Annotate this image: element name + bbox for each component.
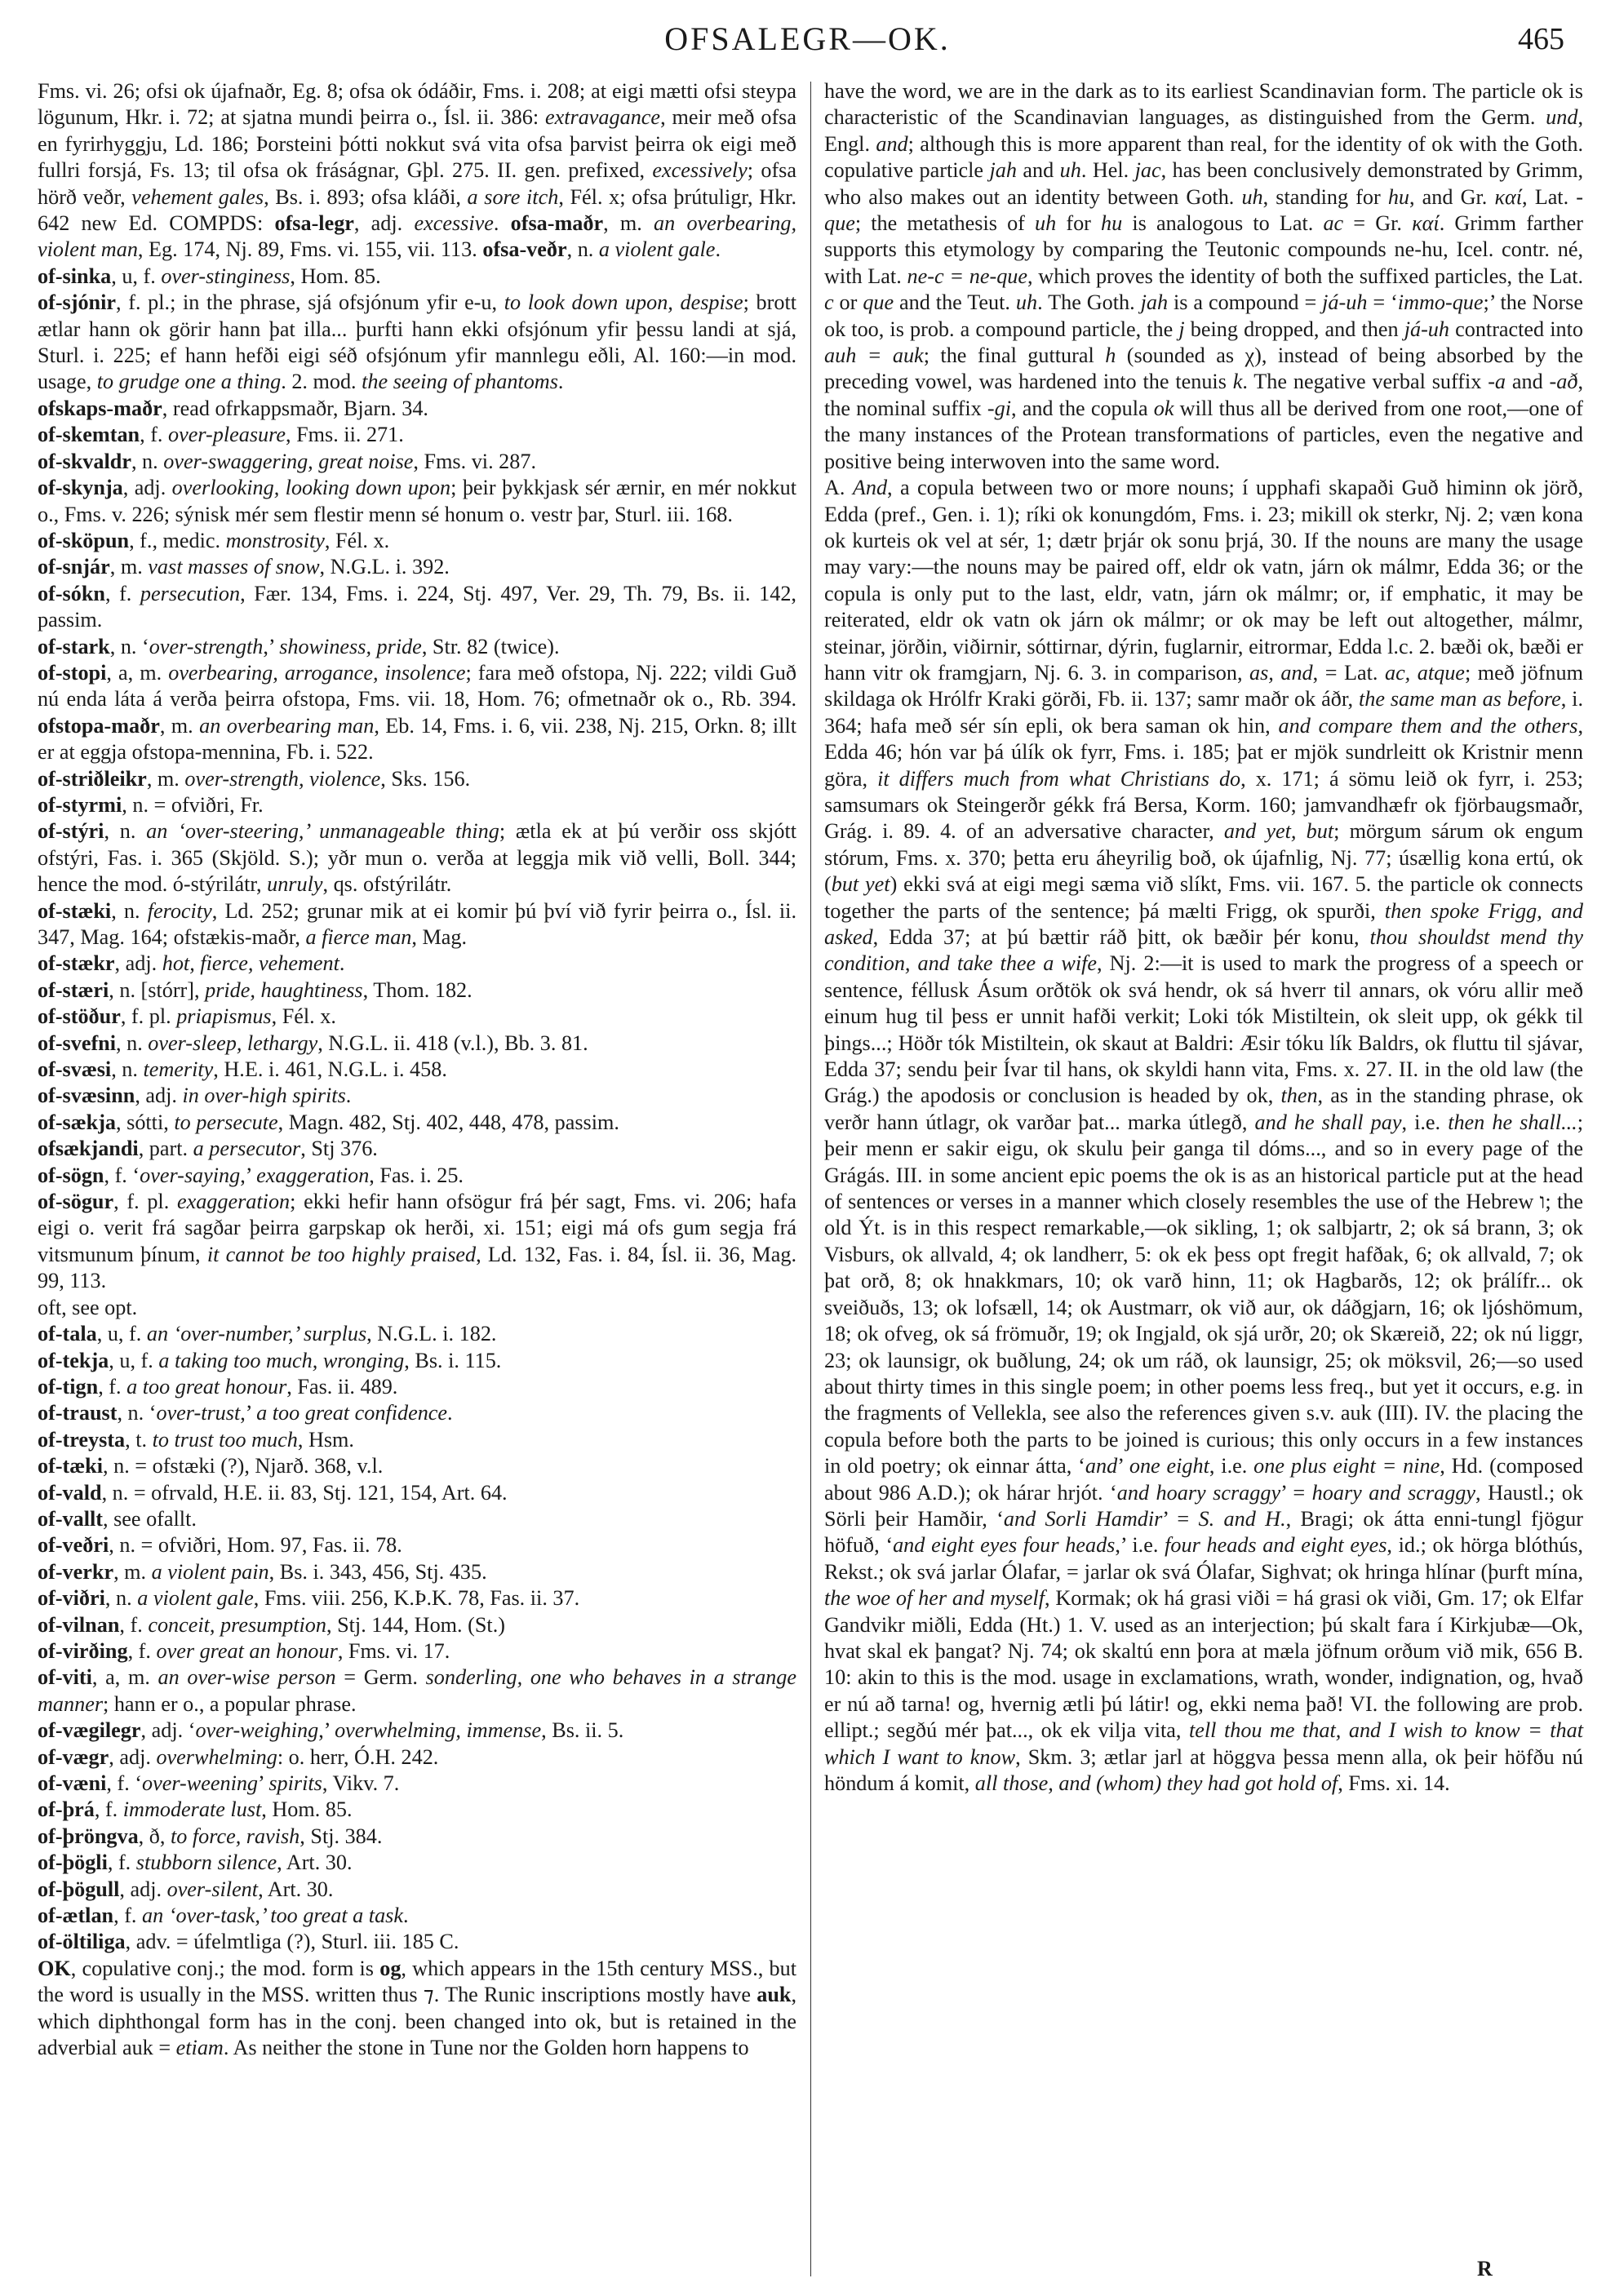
gloss: showiness, pride: [279, 634, 422, 658]
gloss: uh: [1015, 290, 1038, 315]
left-column-entry: of-væni, f. ‘over-weening’ spirits, Vikv. 7.: [38, 1771, 400, 1795]
headword: of-stopi: [38, 660, 107, 685]
gloss: overwhelming: [156, 1744, 277, 1769]
left-column-entry: of-skynja, adj. overlooking, looking down upon; þeir þykkjask sér ærnir, en mér nokkut o., Fms. v. 226; sýnisk mér sem flestir menn sé honum o. vestr þar, Sturl. iii. 168.: [38, 476, 796, 526]
gloss: over-swaggering, great noise: [163, 449, 414, 473]
left-column-entry: of-skemtan, f. over-pleasure, Fms. ii. 271.: [38, 423, 404, 447]
left-column-entry: of-verkr, m. a violent pain, Bs. i. 343, 456, Stj. 435.: [38, 1559, 487, 1584]
headword: of-vallt: [38, 1506, 103, 1531]
left-column-entry: ofskaps-maðr, read ofrkappsmaðr, Bjarn. 34.: [38, 396, 428, 420]
gloss: exaggeration: [176, 1190, 291, 1214]
gloss: conceit, presumption: [148, 1612, 326, 1637]
headword: of-vægilegr: [38, 1718, 141, 1743]
gloss: a fierce man: [305, 925, 412, 949]
left-column-entry: of-tign, f. a too great honour, Fas. ii. 489.: [38, 1374, 398, 1398]
headword: of-sókn: [38, 581, 105, 605]
gloss: over-stinginess: [161, 264, 291, 288]
left-column-entry: of-sinka, u, f. over-stinginess, Hom. 85.: [38, 264, 381, 288]
left-column-entry: oft, see opt.: [38, 1295, 138, 1319]
left-column-entry: of-viti, a, m. an over-wise person = Germ. sonderling, one who behaves in a strange manner; hann er o., a popular phrase.: [38, 1665, 796, 1716]
gloss: καί: [1412, 211, 1440, 236]
headword: ofsækjandi: [38, 1137, 139, 1161]
headword: ofsa-maðr: [510, 211, 604, 236]
gloss: tell thou me that, and I wish to know = that which I want to know: [824, 1718, 1583, 1769]
gloss: stubborn silence: [135, 1851, 277, 1875]
gloss: etiam: [175, 2036, 224, 2060]
gloss: in over-high spirits: [182, 1084, 346, 1108]
left-column-entry: of-stæri, n. [stórr], pride, haughtiness, Thom. 182.: [38, 977, 473, 1002]
left-column-entry: of-vægilegr, adj. ‘over-weighing,’ overwhelming, immense, Bs. ii. 5.: [38, 1718, 624, 1743]
headword: of-skemtan: [38, 423, 140, 447]
gloss: hu: [1101, 211, 1123, 236]
headword: of-sinka: [38, 264, 112, 288]
headword: of-stækr: [38, 951, 115, 976]
gloss: over-saying: [140, 1163, 241, 1187]
gloss: an ‘over-number,’ surplus: [146, 1322, 367, 1346]
gloss: an overbearing, violent man: [38, 211, 797, 262]
gloss: jah: [989, 158, 1017, 183]
left-column-entry: of-öltiliga, adv. = úfelmtliga (?), Sturl. iii. 185 C.: [38, 1930, 459, 1954]
page-number: 465: [1518, 22, 1564, 56]
headword: of-traust: [38, 1401, 118, 1425]
left-column-entry: of-styrmi, n. = ofviðri, Fr.: [38, 792, 264, 817]
gloss: but yet: [831, 872, 890, 897]
left-column-entry: of-striðleikr, m. over-strength, violence, Sks. 156.: [38, 766, 471, 791]
gloss: ok: [1153, 396, 1174, 420]
left-column-entry: of-traust, n. ‘over-trust,’ a too great confidence.: [38, 1401, 453, 1425]
headword: of-vald: [38, 1480, 102, 1505]
headword: of-viti: [38, 1665, 92, 1690]
headword: ofsa-veðr: [482, 237, 567, 262]
gloss: over-trust: [156, 1401, 241, 1425]
headword: of-verkr: [38, 1559, 114, 1584]
left-column-entry: of-stýri, n. an ‘over-steering,’ unmanageable thing; ætla ek at þú verðir oss skjótt ofstýri, Fas. i. 365 (Skjöld. S.); yðr mun o. verða at leggja mik við velli, Boll. 344; hence the mod. ó-stýrilátr, unruly, qs. ofstýrilátr.: [38, 819, 797, 897]
headword: of-tign: [38, 1374, 99, 1398]
gloss: and: [1085, 1454, 1118, 1478]
gloss: h: [1105, 344, 1116, 368]
left-column-entry: of-sjónir, f. pl.; in the phrase, sjá ofsjónum yfir e-u, to look down upon, despise; brott ætlar hann ok görir hann þat illa... þurfti hann ekki ofsjónum yfir þessu landi at sjá, Sturl. i. 225; ef hann hefði eigi séð ofsjónum yfir mannlegu eðli, Al. 160:—in mod. usage, to grudge one a thing. 2. mod. the seeing of phantoms.: [38, 290, 796, 394]
gloss: and compare them and the others: [1278, 713, 1578, 738]
gloss: over-silent: [166, 1877, 259, 1901]
gloss: over-weening: [142, 1771, 259, 1795]
gloss: and hoary scraggy: [1116, 1480, 1281, 1505]
gloss: a persecutor: [193, 1137, 301, 1161]
left-column-entry: of-sköpun, f., medic. monstrosity, Fél. x.: [38, 528, 390, 552]
headword: of-stöður: [38, 1004, 121, 1029]
left-column-entry: of-sækja, sótti, to persecute, Magn. 482, Stj. 402, 448, 478, passim.: [38, 1110, 619, 1134]
left-column-entry: of-tala, u, f. an ‘over-number,’ surplus, N.G.L. i. 182.: [38, 1322, 497, 1346]
gloss: uh: [1059, 158, 1081, 183]
headword: of-tala: [38, 1322, 97, 1346]
gloss: thou shouldst mend thy condition, and take thee a wife: [824, 925, 1583, 976]
headword: of-stark: [38, 634, 110, 658]
left-column-entry: of-vilnan, f. conceit, presumption, Stj. 144, Hom. (St.): [38, 1612, 505, 1637]
left-column-entry: of-skvaldr, n. over-swaggering, great noise, Fms. vi. 287.: [38, 449, 537, 473]
left-column-entry: of-stopi, a, m. overbearing, arrogance, insolence; fara með ofstopa, Nj. 222; vildi Guð nú enda láta á verða þeirra ofstopa, Fms. vii. 18, Hom. 76; ofmetnaðr ok o., Rb. 394. ofstopa-maðr, m. an overbearing man, Eb. 14, Fms. i. 6, vii. 238, Nj. 215, Orkn. 8; illt er at eggja ofstopa-mennina, Fb. i. 522.: [38, 660, 796, 765]
gloss: ac: [1323, 211, 1344, 236]
left-column-entry: of-snjár, m. vast masses of snow, N.G.L. i. 392.: [38, 555, 450, 579]
gloss: a violent pain: [151, 1559, 269, 1584]
gloss: and Sorli Hamdir: [1003, 1506, 1163, 1531]
gloss: priapismus: [176, 1004, 272, 1029]
gloss: four heads and eight eyes: [1165, 1533, 1387, 1558]
left-column-entry: of-svæsinn, adj. in over-high spirits.: [38, 1084, 352, 1108]
gloss: a sore itch: [467, 184, 559, 209]
headword: ofskaps-maðr: [38, 396, 162, 420]
gloss: monstrosity: [225, 528, 325, 552]
left-column-entry: of-stækr, adj. hot, fierce, vehement.: [38, 951, 345, 976]
gloss: immoderate lust: [122, 1797, 262, 1822]
gloss: hoary and scraggy: [1311, 1480, 1475, 1505]
headword: of-virðing: [38, 1638, 128, 1663]
left-column-entry: of-sögn, f. ‘over-saying,’ exaggeration, Fas. i. 25.: [38, 1163, 464, 1187]
gloss: an ‘over-steering,’ unmanageable thing: [146, 819, 499, 844]
gloss: over-strength, violence: [184, 766, 381, 791]
page-title: OFSALEGR—OK.: [664, 20, 951, 57]
left-column-entry: of-vald, n. = ofrvald, H.E. ii. 83, Stj. 121, 154, Art. 64.: [38, 1480, 508, 1505]
left-column-entry: of-vallt, see ofallt.: [38, 1506, 197, 1531]
left-column-entry: of-tekja, u, f. a taking too much, wronging, Bs. i. 115.: [38, 1348, 502, 1372]
headword: of-stæri: [38, 977, 109, 1002]
left-column-entry: of-þögli, f. stubborn silence, Art. 30.: [38, 1851, 353, 1875]
headword: of-viðri: [38, 1586, 105, 1611]
headword: of-snjár: [38, 555, 110, 579]
headword: auk: [756, 1983, 792, 2007]
gloss: pride, haughtiness: [205, 977, 363, 1002]
gloss: then he shall...: [1448, 1110, 1577, 1134]
left-column-entry: of-stæki, n. ferocity, Ld. 252; grunar mik at ei komir þú því við fyrir þeirra o., Ísl. ii. 347, Mag. 164; ofstækis-maðr, a fierce man, Mag.: [38, 898, 797, 949]
gloss: persecution: [140, 581, 241, 605]
headword: of-væni: [38, 1771, 107, 1795]
gloss: j: [1178, 317, 1185, 341]
left-column-entry: of-viðri, n. a violent gale, Fms. viii. 256, K.Þ.K. 78, Fas. ii. 37.: [38, 1586, 580, 1611]
left-column-entry: of-stark, n. ‘over-strength,’ showiness, pride, Str. 82 (twice).: [38, 634, 560, 658]
gloss: spirits: [268, 1771, 322, 1795]
gloss: and he shall pay: [1254, 1110, 1402, 1134]
right-column: [824, 78, 1583, 1797]
gloss: jac: [1134, 158, 1161, 183]
gloss: to persecute: [174, 1110, 278, 1134]
headword: of-treysta: [38, 1427, 126, 1452]
headword: of-þröngva: [38, 1824, 139, 1848]
left-column-entry: ofsækjandi, part. a persecutor, Stj 376.: [38, 1137, 378, 1161]
gloss: an over-wise person: [158, 1665, 336, 1690]
gloss: -gi: [987, 396, 1012, 420]
gloss: over-sleep, lethargy: [148, 1031, 318, 1055]
gloss: one plus eight = nine: [1253, 1454, 1440, 1478]
gloss: it cannot be too highly praised: [206, 1242, 477, 1266]
gloss: overlooking, looking down upon: [171, 476, 451, 500]
gloss: and eight eyes four heads: [893, 1533, 1116, 1558]
gloss: a too great confidence: [256, 1401, 448, 1425]
headword: of-svæsinn: [38, 1084, 135, 1108]
gloss: the same man as before: [1358, 687, 1561, 711]
left-column-entry: of-tæki, n. = ofstæki (?), Njarð. 368, v.l.: [38, 1454, 384, 1478]
gloss: k: [1232, 370, 1243, 394]
gloss: -que: [824, 184, 1583, 236]
gloss: And: [852, 476, 888, 500]
headword: of-ætlan: [38, 1904, 114, 1928]
gloss: immo-que: [1397, 290, 1484, 315]
gloss: overbearing, arrogance, insolence: [168, 660, 466, 685]
gloss: uh: [1241, 184, 1263, 209]
headword: of-skvaldr: [38, 449, 131, 473]
gloss: the woe of her and myself: [824, 1586, 1045, 1611]
left-column-entry: of-þrá, f. immoderate lust, Hom. 85.: [38, 1797, 353, 1822]
signature-mark: R: [1477, 2257, 1493, 2280]
gloss: an ‘over-task,’ too great a task: [142, 1904, 403, 1928]
headword: of-sögur: [38, 1190, 114, 1214]
headword: ofsa-legr: [274, 211, 354, 236]
gloss: to look down upon, despise: [504, 290, 743, 315]
gloss: hu: [1387, 184, 1409, 209]
gloss: καί: [1494, 184, 1523, 209]
headword: of-sækja: [38, 1110, 117, 1134]
gloss: a too great honour: [126, 1374, 287, 1398]
headword: of-tæki: [38, 1454, 104, 1478]
gloss: já-uh: [1322, 290, 1368, 315]
column-divider: [810, 82, 811, 2276]
gloss: one eight: [1129, 1454, 1209, 1478]
gloss: excessively: [652, 158, 748, 183]
headword: of-vilnan: [38, 1612, 120, 1637]
headword: OK: [38, 1956, 71, 1980]
gloss: -að: [1549, 370, 1578, 394]
headword: of-svæsi: [38, 1057, 112, 1082]
gloss: und: [1546, 105, 1578, 130]
gloss: hot, fierce, vehement: [162, 951, 339, 976]
gloss: to force, ravish: [170, 1824, 300, 1848]
gloss: já-uh: [1404, 317, 1449, 341]
gloss: to trust too much: [152, 1427, 298, 1452]
headword: of-þögull: [38, 1877, 120, 1901]
headword: of-stýri: [38, 819, 104, 844]
headword: ofstopa-maðr: [38, 713, 160, 738]
headword: of-sjónir: [38, 290, 117, 315]
gloss: excessive: [414, 211, 494, 236]
headword: of-striðleikr: [38, 766, 147, 791]
gloss: a violent gale: [598, 237, 716, 262]
gloss: -a: [1488, 370, 1506, 394]
left-column-entry: of-sókn, f. persecution, Fær. 134, Fms. i. 224, Stj. 497, Ver. 29, Th. 79, Bs. ii. 142, passim.: [38, 581, 796, 632]
gloss: uh: [1035, 211, 1057, 236]
left-column-entry: of-treysta, t. to trust too much, Hsm.: [38, 1427, 354, 1452]
left-column-entry: of-þögull, adj. over-silent, Art. 30.: [38, 1877, 334, 1901]
right-column-entry: A. And, a copula between two or more nouns; í upphafi skapaði Guð himinn ok jörð, Edda (pref., Gen. i. 1); ríki ok konungdóm, Fms. i. 23; mikill ok sterkr, Nj. 2; væn kona ok kurteis ok vel at sér, 1; dætr þrjár ok sonu þrjá, 30. If the nouns are many the usage may vary:—the nouns may be paired off, eldr ok vatn, járn ok málmr, Edda 36; or the copula is only put to the last, eldr, vatn, járn ok málmr; or, if emphatic, it may be reiterated, eldr ok vatn ok járn ok málmr; or ok may be left out altogether, málmr, steinar, jörðin, viðirnir, sóttirnar, dýrin, fuglarnir, eitrormar, Edda l.c. 2. bæði ok, bæði er hann vitr ok framgjarn, Nj. 6. 3. in comparison, as, and, = Lat. ac, atque; með jöfnum skildaga ok Hrólfr Kraki görði, Fb. ii. 137; samr maðr ok áðr, the same man as before, i. 364; hafa með sér sín epli, ok bera saman ok hin, and compare them and the others, Edda 46; hón var þá úlík ok fyrr, Fms. i. 185; þat er mjök sundrleitt ok Kristnir menn göra, it differs much from what Christians do, x. 171; á sömu leið ok fyrr, i. 253; samsumars ok Steingerðr gékk frá Bersa, Korm. 160; jamvandhæfr ok fjörbaugsmaðr, Grág. i. 89. 4. of an adversative character, and yet, but; mörgum sárum ok engum stórum, Fms. x. 370; þetta eru áheyrilig boð, ok újafnlig, Nj. 77; úsællig kona ertú, ok (but yet) ekki svá at eigi megi sæma við slíkt, Fms. vii. 167. 5. the particle ok connects together the parts of the sentence; þá mælti Frigg, ok spurði, then spoke Frigg, and asked, Edda 37; at þú bættir ráð þitt, ok bæðir þér konu, thou shouldst mend thy condition, and take thee a wife, Nj. 2:—it is used to mark the progress of a speech or sentence, féllusk Ásum orðtök ok svá hendr, ok sá hverr til annars, ok vóru allir með einum hug til þess er unnit hafði verkit; Loki tók Mistiltein, ok sleit upp, ok gékk til þings...; Höðr tók Mistiltein, ok skaut at Baldri: Æsir tóku lík Baldrs, ok fluttu til sjávar, Edda 37; sendu þeir Ívar til hans, ok skyldi hann vita, Fms. x. 27. II. in the old law (the Grág.) the apodosis or conclusion is headed by ok, then, as in the standing phrase, ok verðr hann útlagr, ok varðar þat... marka útlegð, and he shall pay, i.e. then he shall...; þeir menn er sakir eigu, ok skulu þeir ganga til dóms..., and so in every page of the Grágás. III. in some ancient epic poems the ok is as an historical particle put at the head of sentences or verses in a manner which closely resembles the use of the Hebrew ו; the old Ýt. is in this respect remarkable,—ok sikling, 1; ok salbjartr, 2; ok sá brann, 3; ok Visburs, ok allvald, 4; ok landherr, 5: ok ek þess opt fregit hafðak, 6; ok allvald, 7; ok þat orð, 8; ok hnakkmars, 10; ok varð hinn, 11; ok Hagbarðs, 12; ok þrálífr... ok sveiðuðs, 13; ok lofsæll, 14; ok Austmarr, ok við aur, ok dáðgjarn, 16; ok ljóshömum, 18; ok ofveg, ok sá frömuðr, 19; ok Ingjald, ok sjá urðr, 20; ok Skæreið, 22; ok nú liggr, 23; ok launsigr, ok buðlung, 24; ok um ráð, ok launsigr, 25; ok möksvil, 26;—so used about thirty times in this single poem; in other poems less freq., but yet it occurs, e.g. in the fragments of Vellekla, see also the references given s.v. auk (III). IV. the placing the copula before both the parts to be joined is curious; this only occurs in a few instances in old poetry; ok einnar átta, ‘and’ one eight, i.e. one plus eight = nine, Hd. (composed about 986 A.D.); ok hárar hrjót. ‘and hoary scraggy’ = hoary and scraggy, Haustl.; ok Sörli þeir Hamðir, ‘and Sorli Hamdir’ = S. and H., Bragi; ok átta enni-tungl fjögur höfuð, ‘and eight eyes four heads,’ i.e. four heads and eight eyes, id.; ok hörga blóthús, Rekst.; ok svá jarlar Ólafar, = jarlar ok svá Ólafar, Sighvat; ok hringa hlínar (þurft mína, the woe of her and myself, Kormak; ok há grasi viði = há grasi ok viði, Gm. 17; ok Elfar Gandvikr miðli, Edda (Ht.) 1. V. used as an interjection; þú skalt fara í Kirkjubæ—Ok, hvat skal ek þangat? Nj. 74; ok skaltú enn þora at mæla jöfnum orðum við mik, 656 B. 10: akin to this is the mod. usage in exclamations, wrath, wonder, indignation, og, hvað er nú að tarna! og, hvernig ætli þú látir! og, ekki nema það! VI. the following are prob. ellipt.; segðú mér þat..., ok ek vilja vita, tell thou me that, and I wish to know = that which I want to know, Skm. 3; ætlar jarl at höggva þessa menn alla, ok þeir höfðu nú höndum á komit, all those, and (whom) they had got hold of, Fms. xi. 14.: [824, 476, 1584, 1795]
gloss: to grudge one a thing: [96, 370, 282, 394]
gloss: over great an honour: [156, 1638, 338, 1663]
gloss: a violent gale: [137, 1586, 254, 1611]
headword: of-tekja: [38, 1348, 109, 1372]
gloss: exaggeration: [256, 1163, 370, 1187]
gloss: sonderling, one who behaves in a strange manner: [38, 1665, 796, 1716]
page-header: [0, 15, 1615, 64]
gloss: over-weighing: [195, 1718, 319, 1743]
gloss: all those, and (whom) they had got hold of: [974, 1771, 1338, 1795]
headword: of-sögn: [38, 1163, 104, 1187]
left-column-entry: of-svefni, n. over-sleep, lethargy, N.G.L. ii. 418 (v.l.), Bb. 3. 81.: [38, 1031, 588, 1055]
left-column-entry: OK, copulative conj.; the mod. form is og, which appears in the 15th century MSS., but the word is usually in the MSS. written thus ⁊. The Runic inscriptions mostly have auk, which diphthongal form has in the conj. been changed into ok, but is retained in the adverbial auk = etiam. As neither the stone in Tune nor the Golden horn happens to: [38, 1956, 797, 2060]
left-column-entry: Fms. vi. 26; ofsi ok újafnaðr, Eg. 8; ofsa ok ódáðir, Fms. i. 208; at eigi mætti ofsi steypa lögunum, Hkr. i. 72; at sjatna mundi þeirra o., Ísl. ii. 386: extravagance, meir með ofsa en fyrirhyggju, Ld. 186; Þorsteini þótti nokkut svá vita ofsa þarvist þeirra ok eigi með fullri forsjá, Fs. 13; til ofsa ok fráságnar, Gþl. 275. II. gen. prefixed, excessively; ofsa hörð veðr, vehement gales, Bs. i. 893; ofsa kláði, a sore itch, Fél. x; ofsa þrútuligr, Hkr. 642 new Ed. COMPDS: ofsa-legr, adj. excessive. ofsa-maðr, m. an overbearing, violent man, Eg. 174, Nj. 89, Fms. vi. 155, vii. 113. ofsa-veðr, n. a violent gale.: [38, 79, 797, 262]
gloss: extravagance: [545, 105, 661, 130]
left-column-entry: of-ætlan, f. an ‘over-task,’ too great a task.: [38, 1904, 409, 1928]
gloss: then: [1280, 1084, 1318, 1108]
gloss: over-strength: [149, 634, 264, 658]
gloss: ac, atque: [1384, 660, 1465, 685]
headword: of-þrá: [38, 1797, 95, 1822]
gloss: unruly: [267, 872, 323, 897]
gloss: overwhelming, immense: [335, 1718, 542, 1743]
left-column-entry: of-þröngva, ð, to force, ravish, Stj. 384.: [38, 1824, 383, 1848]
gloss: then spoke Frigg, and asked: [824, 898, 1583, 949]
gloss: an overbearing man: [199, 713, 375, 738]
headword: of-sköpun: [38, 528, 130, 552]
gloss: over-pleasure: [168, 423, 286, 447]
gloss: auh = auk: [824, 344, 924, 368]
gloss: and yet, but: [1223, 819, 1334, 844]
left-column: [38, 78, 796, 2061]
right-column-entry: have the word, we are in the dark as to its earliest Scandinavian form. The particle ok is characteristic of the Scandinavian languages, as distinguished from the Germ. und, Engl. and; although this is more apparent than real, for the identity of ok with the Goth. copulative particle jah and uh. Hel. jac, has been conclusively demonstrated by Grimm, who also makes out an identity between Goth. uh, standing for hu, and Gr. καί, Lat. -que; the metathesis of uh for hu is analogous to Lat. ac = Gr. καί. Grimm farther supports this etymology by comparing the Teutonic compounds ne-hu, Icel. contr. né, with Lat. ne-c = ne-que, which proves the identity of both the suffixed particles, the Lat. c or que and the Teut. uh. The Goth. jah is a compound = já-uh = ‘immo-que;’ the Norse ok too, is prob. a compound particle, the j being dropped, and then já-uh contracted into auh = auk; the final guttural h (sounded as χ), instead of being absorbed by the preceding vowel, was hardened into the tenuis k. The negative verbal suffix -a and -að, the nominal suffix -gi, and the copula ok will thus all be derived from one root,—one of the many instances of the Protean transformations of particles, even the negative and positive being interwoven into the same word.: [824, 79, 1584, 473]
headword: of-þögli: [38, 1851, 108, 1875]
gloss: S. and H.: [1198, 1506, 1286, 1531]
left-column-entry: of-stöður, f. pl. priapismus, Fél. x.: [38, 1004, 336, 1029]
gloss: jah: [1140, 290, 1169, 315]
gloss: it differs much from what Christians do: [877, 766, 1241, 791]
left-column-entry: of-sögur, f. pl. exaggeration; ekki hefir hann ofsögur frá þér sagt, Fms. vi. 206; hafa eigi o. verit frá sagðar þeirra garpskap ok herði, xi. 151; eigi má ofs gum segja frá vitsmunum þínum, it cannot be too highly praised, Ld. 132, Fas. i. 84, Ísl. ii. 36, Mag. 99, 113.: [38, 1190, 796, 1293]
headword: of-svefni: [38, 1031, 117, 1055]
headword: of-stæki: [38, 898, 112, 923]
gloss: a taking too much, wronging: [158, 1348, 405, 1372]
gloss: vehement gales: [131, 184, 264, 209]
gloss: the seeing of phantoms: [362, 370, 558, 394]
headword: of-skynja: [38, 476, 123, 500]
headword: og: [379, 1956, 402, 1980]
gloss: as, and: [1249, 660, 1313, 685]
gloss: c: [824, 290, 834, 315]
left-column-entry: of-vægr, adj. overwhelming: o. herr, Ó.H. 242.: [38, 1744, 439, 1769]
gloss: ferocity: [147, 898, 212, 923]
left-column-entry: of-veðri, n. = ofviðri, Hom. 97, Fas. ii. 78.: [38, 1533, 402, 1558]
headword: of-öltiliga: [38, 1930, 126, 1954]
gloss: que: [863, 290, 894, 315]
headword: of-vægr: [38, 1744, 109, 1769]
left-column-entry: of-virðing, f. over great an honour, Fms. vi. 17.: [38, 1638, 450, 1663]
gloss: and: [876, 131, 908, 156]
left-column-entry: of-svæsi, n. temerity, H.E. i. 461, N.G.L. i. 458.: [38, 1057, 447, 1082]
gloss: vast masses of snow: [148, 555, 320, 579]
gloss: temerity: [143, 1057, 214, 1082]
gloss: ne-c = ne-que: [907, 264, 1027, 288]
headword: of-veðri: [38, 1533, 109, 1558]
headword: of-styrmi: [38, 792, 122, 817]
